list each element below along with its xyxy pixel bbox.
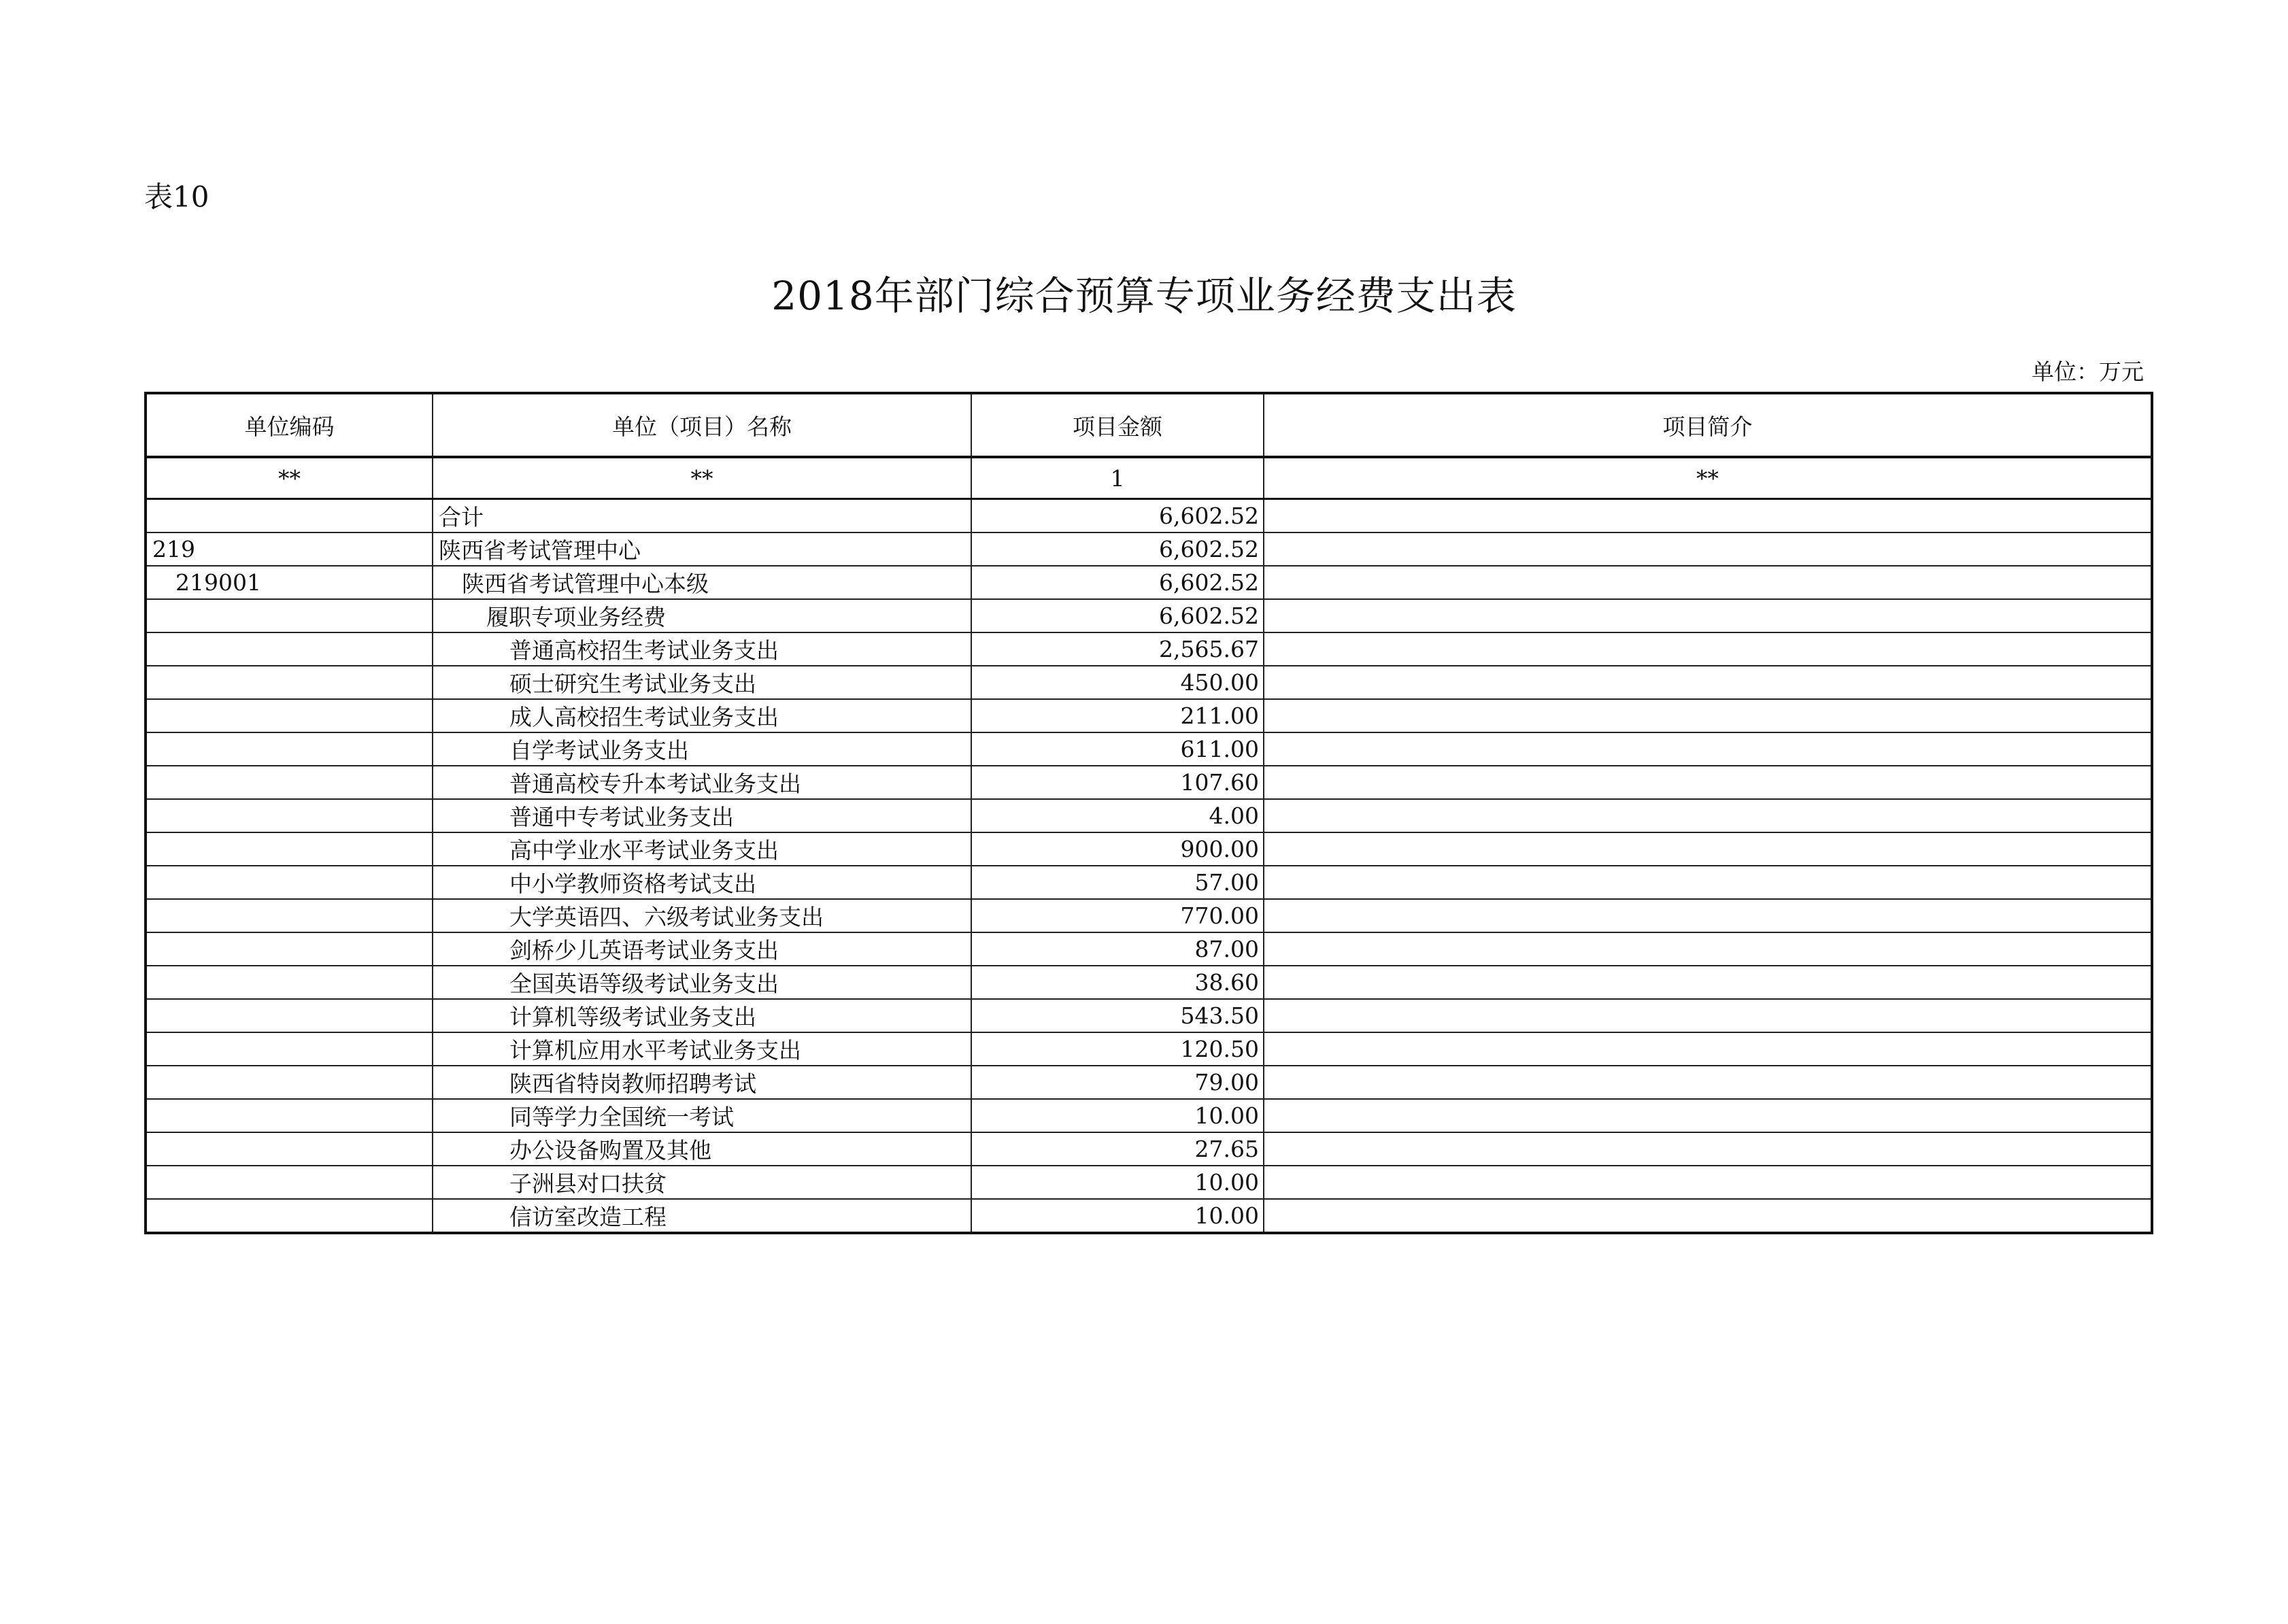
table-row <box>146 1132 2152 1166</box>
table-row <box>146 766 2152 799</box>
unit-name-cell: 信访室改造工程 <box>433 1199 971 1233</box>
amount-cell: 120.50 <box>971 1032 1264 1066</box>
unit-code-cell: 219 <box>146 532 433 566</box>
header-row <box>146 393 2152 457</box>
table-row <box>146 1166 2152 1199</box>
description-cell <box>1264 532 2152 566</box>
amount-cell: 10.00 <box>971 1166 1264 1199</box>
amount-cell: 770.00 <box>971 899 1264 932</box>
unit-name-cell: 大学英语四、六级考试业务支出 <box>433 899 971 932</box>
header-unit-code: 单位编码 <box>146 393 433 457</box>
unit-name-cell: 陕西省考试管理中心本级 <box>433 566 971 599</box>
description-cell <box>1264 899 2152 932</box>
table-row <box>146 1066 2152 1099</box>
description-cell <box>1264 1066 2152 1099</box>
unit-code-cell <box>146 899 433 932</box>
description-cell <box>1264 866 2152 899</box>
index-cell: 1 <box>971 457 1264 499</box>
table-body <box>146 499 2152 1234</box>
unit-code-cell <box>146 1099 433 1132</box>
unit-code-cell <box>146 1199 433 1233</box>
description-cell <box>1264 499 2152 533</box>
index-cell: ** <box>1264 457 2152 499</box>
unit-name-cell: 普通高校专升本考试业务支出 <box>433 766 971 799</box>
unit-name-cell: 全国英语等级考试业务支出 <box>433 966 971 999</box>
amount-cell: 543.50 <box>971 999 1264 1032</box>
description-cell <box>1264 1199 2152 1233</box>
unit-note: 单位：万元 <box>2032 358 2144 385</box>
amount-cell: 450.00 <box>971 666 1264 699</box>
amount-cell: 900.00 <box>971 832 1264 866</box>
description-cell <box>1264 766 2152 799</box>
table-row <box>146 632 2152 666</box>
unit-name-cell: 计算机等级考试业务支出 <box>433 999 971 1032</box>
table-row <box>146 932 2152 966</box>
document-title: 2018年部门综合预算专项业务经费支出表 <box>771 273 1517 319</box>
amount-cell: 6,602.52 <box>971 566 1264 599</box>
unit-code-cell <box>146 632 433 666</box>
description-cell <box>1264 632 2152 666</box>
table-row <box>146 966 2152 999</box>
amount-cell: 38.60 <box>971 966 1264 999</box>
table-row <box>146 799 2152 832</box>
unit-name-cell: 同等学力全国统一考试 <box>433 1099 971 1132</box>
description-cell <box>1264 566 2152 599</box>
table-row <box>146 999 2152 1032</box>
index-cell: ** <box>146 457 433 499</box>
unit-name-cell: 陕西省特岗教师招聘考试 <box>433 1066 971 1099</box>
amount-cell: 10.00 <box>971 1199 1264 1233</box>
description-cell <box>1264 1132 2152 1166</box>
unit-code-cell <box>146 666 433 699</box>
unit-name-cell: 高中学业水平考试业务支出 <box>433 832 971 866</box>
amount-cell: 6,602.52 <box>971 499 1264 533</box>
table-row <box>146 732 2152 766</box>
index-cell: ** <box>433 457 971 499</box>
description-cell <box>1264 599 2152 632</box>
unit-code-cell <box>146 999 433 1032</box>
description-cell <box>1264 832 2152 866</box>
unit-code-cell <box>146 866 433 899</box>
description-cell <box>1264 1099 2152 1132</box>
unit-code-cell <box>146 699 433 732</box>
unit-code-cell <box>146 832 433 866</box>
unit-code-cell <box>146 732 433 766</box>
unit-name-cell: 办公设备购置及其他 <box>433 1132 971 1166</box>
description-cell <box>1264 799 2152 832</box>
unit-code-cell <box>146 966 433 999</box>
index-row <box>146 457 2152 499</box>
unit-code-cell: 219001 <box>146 566 433 599</box>
table-row <box>146 866 2152 899</box>
description-cell <box>1264 666 2152 699</box>
header-description: 项目简介 <box>1264 393 2152 457</box>
table-row <box>146 532 2152 566</box>
table-row <box>146 1032 2152 1066</box>
unit-code-cell <box>146 799 433 832</box>
description-cell <box>1264 966 2152 999</box>
unit-code-cell <box>146 499 433 533</box>
table-row <box>146 499 2152 533</box>
amount-cell: 57.00 <box>971 866 1264 899</box>
description-cell <box>1264 1032 2152 1066</box>
unit-code-cell <box>146 599 433 632</box>
unit-name-cell: 计算机应用水平考试业务支出 <box>433 1032 971 1066</box>
unit-name-cell: 中小学教师资格考试支出 <box>433 866 971 899</box>
header-amount: 项目金额 <box>971 393 1264 457</box>
amount-cell: 107.60 <box>971 766 1264 799</box>
table-row <box>146 599 2152 632</box>
amount-cell: 27.65 <box>971 1132 1264 1166</box>
unit-code-cell <box>146 1032 433 1066</box>
unit-name-cell: 成人高校招生考试业务支出 <box>433 699 971 732</box>
description-cell <box>1264 932 2152 966</box>
table-row <box>146 1199 2152 1233</box>
amount-cell: 6,602.52 <box>971 599 1264 632</box>
unit-code-cell <box>146 766 433 799</box>
amount-cell: 79.00 <box>971 1066 1264 1099</box>
unit-code-cell <box>146 1066 433 1099</box>
description-cell <box>1264 1166 2152 1199</box>
table-number: 表10 <box>144 180 209 214</box>
unit-name-cell: 普通高校招生考试业务支出 <box>433 632 971 666</box>
unit-name-cell: 履职专项业务经费 <box>433 599 971 632</box>
unit-name-cell: 普通中专考试业务支出 <box>433 799 971 832</box>
table-row <box>146 1099 2152 1132</box>
description-cell <box>1264 999 2152 1032</box>
table-row <box>146 699 2152 732</box>
unit-name-cell: 子洲县对口扶贫 <box>433 1166 971 1199</box>
amount-cell: 211.00 <box>971 699 1264 732</box>
header-unit-name: 单位（项目）名称 <box>433 393 971 457</box>
amount-cell: 2,565.67 <box>971 632 1264 666</box>
unit-code-cell <box>146 932 433 966</box>
amount-cell: 4.00 <box>971 799 1264 832</box>
unit-name-cell: 剑桥少儿英语考试业务支出 <box>433 932 971 966</box>
unit-code-cell <box>146 1132 433 1166</box>
unit-name-cell: 合计 <box>433 499 971 533</box>
table-row <box>146 832 2152 866</box>
amount-cell: 611.00 <box>971 732 1264 766</box>
table-header <box>146 393 2152 499</box>
amount-cell: 6,602.52 <box>971 532 1264 566</box>
budget-table <box>144 392 2153 1234</box>
table-row <box>146 566 2152 599</box>
unit-name-cell: 陕西省考试管理中心 <box>433 532 971 566</box>
amount-cell: 10.00 <box>971 1099 1264 1132</box>
table-row <box>146 899 2152 932</box>
unit-name-cell: 硕士研究生考试业务支出 <box>433 666 971 699</box>
unit-code-cell <box>146 1166 433 1199</box>
unit-name-cell: 自学考试业务支出 <box>433 732 971 766</box>
table-row <box>146 666 2152 699</box>
amount-cell: 87.00 <box>971 932 1264 966</box>
description-cell <box>1264 699 2152 732</box>
description-cell <box>1264 732 2152 766</box>
